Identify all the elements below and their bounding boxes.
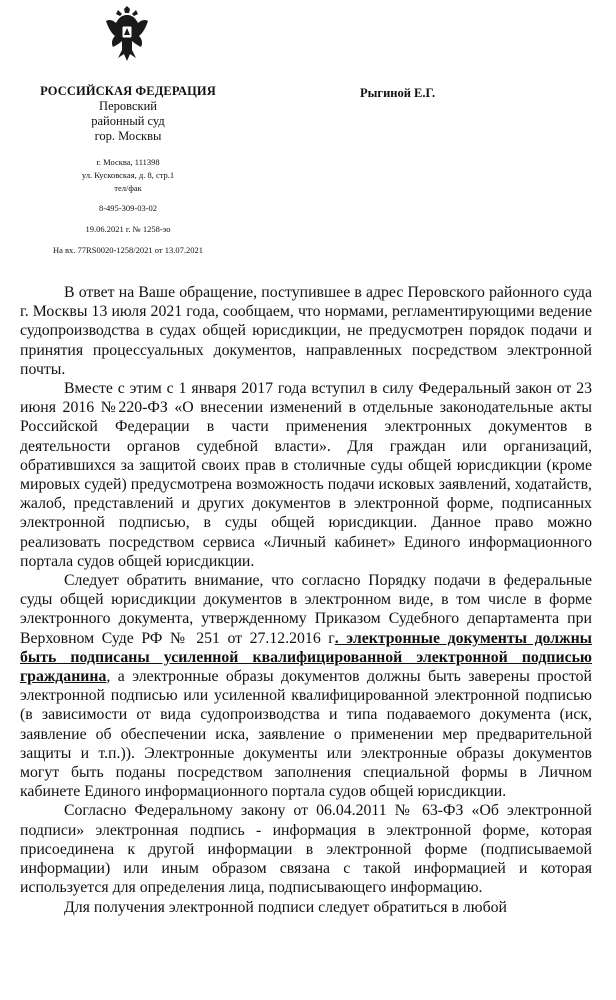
paragraph-3-end: , а электронные образы документов должны быть заверены простой электронной подписью или усиленной квалифицированной электронной подписью (в зависимости от вида судопроизводства и типа подаваемого документа (иск, заявление об обеспечении иска, заявление о применении мер предварительной защиты и т.п.)). Электронные документы или электронные образы документов могут быть поданы посредством заполнения специальной формы в Личном кабинете Единого информационного портала судов общей юрисдикции. (20, 668, 592, 801)
paragraph-2: Вместе с этим с 1 января 2017 года вступил в силу Федеральный закон от 23 июня 2016 №220-ФЗ «О внесении изменений в отдельные законодательные акты Российской Федерации в части применения электронных документов в деятельности органов судебной власти». Для граждан или организаций, обратившихся за защитой своих прав в столичные суды общей юрисдикции (кроме мировых судей) предусмотрена возможность подачи исковых заявлений, ходатайств, жалоб, представлений и других документов в электронной форме, подписанных электронной подписью, в суды общей юрисдикции. Данное право можно реализовать посредством сервиса «Личный кабинет» Единого информационного портала судов общей юрисдикции. (20, 380, 592, 570)
court-address-line1: г. Москва, 111398 (96, 157, 160, 167)
paragraph-3-emphasis: . электронные документы должны быть подписаны усиленной квалифицированной электронной подписью гражданина (20, 629, 592, 686)
paragraph-3 (20, 571, 592, 801)
incoming-reference: На вх. 77RS0020-1258/2021 от 13.07.2021 (53, 244, 203, 255)
outgoing-number: 19.06.2021 г. № 1258-эо (85, 224, 171, 234)
court-name-line1: Перовский (99, 99, 157, 113)
court-letterhead (30, 84, 226, 257)
paragraph-1: В ответ на Ваше обращение, поступившее в адрес Перовского районного суда г. Москвы 13 июля 2021 года, сообщаем, что нормами, регламентирующими ведение судопроизводства в судах общей юрисдикции, не предусмотрен порядок подачи и принятия процессуальных документов, направленных посредством электронной почты. (20, 284, 592, 378)
court-name-line3: гор. Москвы (94, 129, 162, 143)
paragraph-4: Согласно Федеральному закону от 06.04.2011 № 63-ФЗ «Об электронной подписи» электронная подпись - информация в электронной форме, которая присоединена к другой информации в электронной форме (подписываемой информации) или иным образом связана с такой информацией и которая используется для определения лица, подписывающего информацию. (20, 802, 592, 897)
court-phone: 8-495-309-03-02 (98, 203, 158, 214)
court-address-line3: тел/фак (114, 182, 142, 193)
paragraph-3-start: Следует обратить внимание, что согласно Порядку подачи в федеральные суды общей юрисдикции документов в электронном виде, в том числе в форме электронного документа, утвержденному Приказом Судебного департамента при Верховном Суде РФ № 251 от 27.12.2016 г (20, 572, 592, 647)
court-address-line2: ул. Кусковская, д. 8, стр.1 (81, 169, 175, 180)
addressee-name: Рыгиной Е.Г. (360, 86, 436, 100)
letter-body (20, 283, 592, 917)
coat-of-arms-emblem (104, 6, 150, 64)
paragraph-5: Для получения электронной подписи следует обратиться в любой (64, 898, 507, 916)
court-name-line2: районный суд (91, 114, 165, 128)
country-name: РОССИЙСКАЯ ФЕДЕРАЦИЯ (40, 84, 216, 98)
